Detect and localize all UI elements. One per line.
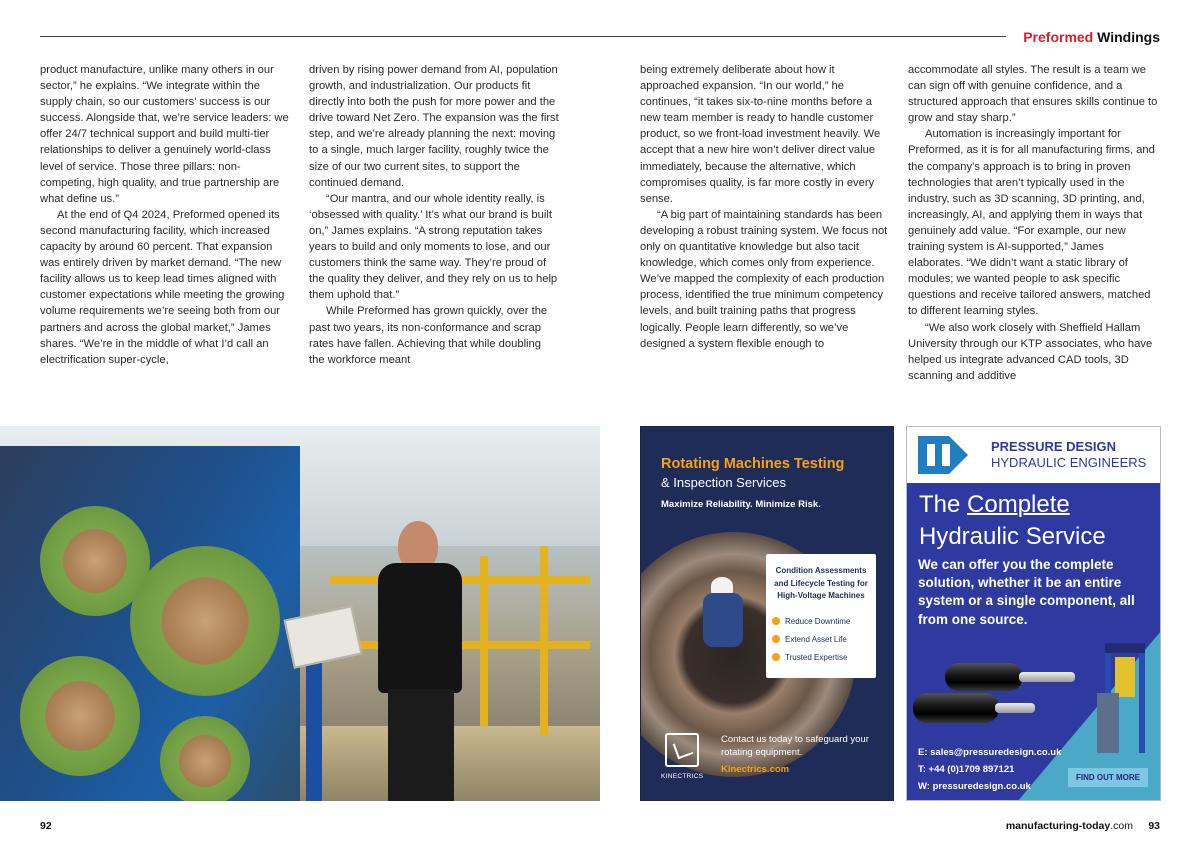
factory-photo [0, 426, 600, 801]
kinectrics-logo-text: KINECTRICS [661, 773, 704, 780]
press-column [1139, 653, 1145, 753]
check-icon [772, 635, 780, 643]
pressure-design-ad[interactable] [906, 426, 1161, 801]
photo-spool [130, 546, 280, 696]
bullet-item [772, 653, 847, 662]
card-heading: Condition Assessments and Lifecycle Testing for High-Voltage Machines [774, 566, 868, 600]
cylinder-image [913, 693, 999, 723]
paragraph: product manufacture, unlike many others in our sector,” he explains. “We integrate within the supply chain, so our customers’ success is our success. Alongside that, we’re service leaders: we offer 24/7 technical support and build multi-tier relationships to deliver a genuinely world-class level of service. Those three pillars: non-competing, high quality, and true partnership are what define us.” [40, 64, 289, 205]
paragraph: “Our mantra, and our whole identity really, is ‘obsessed with quality.’ It’s what our brand is built on,” James explains. “A strong reputation takes years to build and only moments to lose, and our customers think the same way. They’re proud of the quality they deliver, and they rely on us to help them uphold that.” [309, 192, 558, 302]
kinectrics-logo [661, 733, 704, 783]
contact-phone[interactable]: T: +44 (0)1709 897121 [918, 764, 1015, 775]
article-column-1 [40, 62, 290, 368]
check-icon [772, 617, 780, 625]
bullet-text: Trusted Expertise [785, 653, 848, 662]
press-top [1105, 643, 1145, 653]
site-url-tld: .com [1110, 820, 1133, 832]
brand-name: PRESSURE DESIGN [991, 439, 1116, 454]
paragraph: accommodate all styles. The result is a team we can sign off with genuine confidence, and a structured approach that ensures skills continue to grow and stay sharp.” [908, 64, 1158, 125]
ad-tagline: Maximize Reliability. Minimize Risk. [661, 499, 821, 510]
paragraph: “We also work closely with Sheffield Hallam University through our KTP associates, who have helped us integrate advanced CAD tools, 3D scanning and additive [908, 321, 1153, 382]
page-number-left: 92 [40, 820, 52, 832]
kinectrics-ad[interactable] [640, 426, 894, 801]
ad-body: We can offer you the complete solution, whether it be an entire system or a single component, all from one source. [918, 557, 1135, 627]
headline-pre: The [919, 491, 968, 518]
ad-headline [919, 491, 1070, 519]
check-icon [772, 653, 780, 661]
ad-cta: Contact us today to safeguard your rotating equipment. [721, 734, 869, 758]
paragraph: Automation is increasingly important for Preformed, as it is for all manufacturing firms, and the company’s approach is to bring in proven technologies that aren’t typically used in the industry, such as 3D scanning, 3D printing, and, increasingly, AI, and applying them in ways that genuinely add value. “For example, our new training system is AI-supported,” James elaborates. “We didn’t want a static library of modules; we wanted people to ask specific questions and receive tailored answers, matched to different learning styles. [908, 128, 1155, 318]
paragraph: “A big part of maintaining standards has been developing a robust training system. We focus not only on quantitative knowledge but also tacit knowledge, which comes only from experience. We’ve mapped the complexity of each production process, identified the true minimum competency levels, and built training paths that progress logically. People learn differently, so we’ve designed a system flexible enough to [640, 208, 888, 350]
ad-info-card [766, 554, 876, 678]
photo-trolley [306, 662, 322, 801]
ad-title: Rotating Machines Testing [661, 456, 845, 472]
paragraph: driven by rising power demand from AI, population growth, and industrialization. Our products fit directly into both the push for more power and the drive toward Net Zero. The expansion was the first step, and we’re already planning the next: moving to a single, much larger facility, roughly twice the size of our two current sites, to support the continued demand. [309, 64, 559, 189]
paragraph: being extremely deliberate about how it approached expansion. “In our world,” he continues, “it takes six-to-nine months before a new team member is ready to handle customer product, so we front-load investment heavily. We accept that a new hire won’t deliver direct value immediately, because the alternative, which compromises quality, is far more costly in every sense. [640, 64, 881, 205]
article-column-4 [908, 62, 1158, 384]
photo-worker [370, 521, 470, 801]
press-guard [1115, 657, 1135, 697]
paragraph: While Preformed has grown quickly, over the past two years, its non-conformance and scrap rates have fallen. Achieving that while doubling the workforce meant [309, 305, 548, 366]
photo-shelf [480, 556, 488, 726]
inspector-image [699, 577, 747, 647]
cylinder-rod [995, 703, 1035, 713]
worker-legs [388, 689, 454, 801]
section-title-rest: Windings [1097, 29, 1160, 45]
section-title [1023, 29, 1160, 45]
press-machine-image [1097, 643, 1153, 755]
site-url[interactable] [1006, 820, 1133, 832]
article-column-2 [309, 62, 559, 368]
header-rule [40, 36, 1006, 37]
inspector-body [703, 593, 743, 647]
article-column-3 [640, 62, 890, 352]
photo-spool [20, 656, 140, 776]
headline-emphasis: Complete [967, 491, 1070, 518]
find-out-more-button[interactable]: FIND OUT MORE [1068, 768, 1148, 787]
ad-headline-line2: Hydraulic Service [919, 523, 1106, 550]
ad-link[interactable]: Kinectrics.com [721, 764, 790, 775]
photo-spool [160, 716, 250, 801]
page-number-right: 93 [1148, 820, 1160, 832]
bullet-text: Reduce Downtime [785, 617, 851, 626]
contact-web[interactable]: W: pressuredesign.co.uk [918, 781, 1031, 792]
kinectrics-logo-icon [665, 733, 699, 767]
site-url-name: manufacturing-today [1005, 820, 1111, 832]
cylinder-rod [1019, 672, 1075, 682]
worker-body [378, 563, 462, 693]
contact-email[interactable]: E: sales@pressuredesign.co.uk [918, 747, 1062, 758]
press-cabinet [1097, 693, 1119, 753]
section-title-accent: Preformed [1023, 29, 1094, 45]
photo-spool [40, 506, 150, 616]
bullet-text: Extend Asset Life [785, 635, 847, 644]
bullet-item [772, 635, 847, 644]
photo-shelf [540, 546, 548, 736]
brand-subname: HYDRAULIC ENGINEERS [991, 455, 1147, 470]
paragraph: At the end of Q4 2024, Preformed opened its second manufacturing facility, which increased capacity by around 60 percent. That expansion was entirely driven by market demand. “The new facility allows us to keep lead times aligned with customer expectations while meeting the growing volume requirements we’re seeing both from our partners and across the global market,” James shares. “We’re in the middle of what I’d call an electrification super-cycle, [40, 208, 285, 366]
cylinder-image [945, 663, 1023, 691]
bullet-item [772, 617, 850, 626]
ad-subtitle: & Inspection Services [661, 475, 787, 490]
